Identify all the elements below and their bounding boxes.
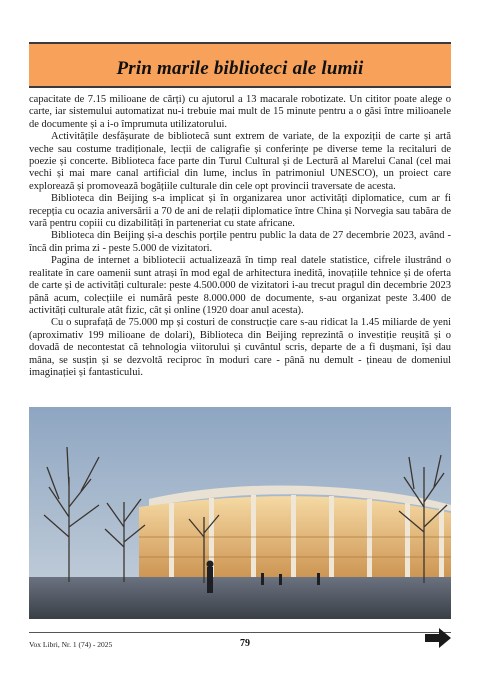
page-title: Prin marile biblioteci ale lumii (116, 58, 364, 79)
library-photo (29, 407, 451, 619)
article-paragraph-6: Cu o suprafață de 75.000 mp și costuri de construcție care s-au ridicat la 1.45 miliarde de yeni (aproximativ 199 milioane de dolari), Biblioteca din Beijing reprezintă o investiție reușită și o dovadă de necontestat că tehnologia viitorului și cuvântul scris, departe de a fi dușmani, își dau mâna, se susțin și se dezvoltă reciproc în moduri care - până nu demult - țineau de domeniul imaginației și fantasticului. (29, 317, 451, 378)
article-paragraph-3: Biblioteca din Beijing s-a implicat și în organizarea unor activități diplomatice, cum ar fi recepția cu ocazia aniversării a 70 de ani de relații diplomatice între China și Norvegia sau tabăra de vară pentru copiii cu dizabilități în parteneriat cu state africane. (29, 193, 451, 230)
article-paragraph-2: Activitățile desfășurate de bibliotecă sunt extrem de variate, de la expoziții de carte și artă veche sau costume tradiționale, lecții de caligrafie și conferințe pe diverse teme la recitaluri de poezie și concerte. Biblioteca face parte din Turul Cultural și de Lectură al Marelui Canal (cel mai vechi și mai mare canal artificial din lume, inclus în patrimoniul UNESCO), un proiect care explorează și promovează bogățiile culturale din cele opt provincii traversate de acesta. (29, 131, 451, 192)
title-banner (29, 42, 451, 88)
footer-divider (29, 632, 451, 633)
journal-citation: Vox Libri, Nr. 1 (74) - 2025 (29, 640, 113, 649)
article-body (29, 94, 451, 379)
article-paragraph-1: capacitate de 7.15 milioane de cărți) cu ajutorul a 13 macarale robotizate. Un cititor poate alege o carte, iar sistemului automatizat nu-i trebuie mai mult de 15 minute pentru a o găsi între milioanele de documente și a i-o împrumuta utilizatorului. (29, 94, 451, 130)
page-number: 79 (240, 638, 250, 649)
article-paragraph-4: Biblioteca din Beijing și-a deschis porțile pentru public la data de 27 decembrie 2023, având - încă din prima zi - peste 5.000 de vizitatori. (29, 230, 451, 254)
article-paragraph-5: Pagina de internet a bibliotecii actualizează în timp real datele statistice, cifrele ilustrând o realitate în care oamenii sunt atrași în mod egal de arhitectura inedită, inovațiile tehnice și de oferta de carte și de activități culturale: peste 4.500.000 de vizitatori i-au trecut pragul din decembrie 2023 până acum, colecțiile ei numără peste 8.000.000 de documente, s-au organizat peste 3.400 de activități culturale atât fizic, cât și online (1920 doar anul acesta). (29, 255, 451, 316)
arrow-right-icon[interactable] (424, 626, 452, 650)
